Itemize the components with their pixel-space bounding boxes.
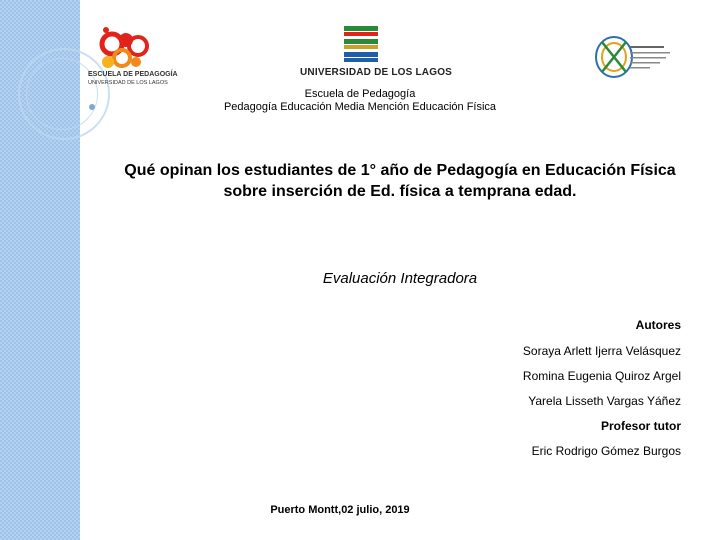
escuela-logo-subtext: UNIVERSIDAD DE LOS LAGOS [88,80,168,86]
universidad-logo-text: UNIVERSIDAD DE LOS LAGOS [300,67,453,78]
tutor-label: Profesor tutor [600,419,681,433]
author-name: Romina Eugenia Quiroz Argel [522,369,681,383]
program-logo [592,32,672,82]
author-name: Yarela Lisseth Vargas Yáñez [528,394,681,408]
program-name: Pedagogía Educación Media Mención Educación Física [223,101,497,113]
place-and-date: Puerto Montt,02 julio, 2019 [270,504,410,516]
universidad-de-los-lagos-emblem [344,26,378,64]
presentation-title-line-2: sobre inserción de Ed. física a temprana edad. [223,183,577,200]
escuela-logo-text: ESCUELA DE PEDAGOGÍA [88,71,178,78]
authors-label: Autores [635,318,681,332]
school-name: Escuela de Pedagogía [304,88,416,100]
author-name: Soraya Arlett Ijerra Velásquez [522,344,681,358]
tutor-name: Eric Rodrigo Gómez Burgos [531,444,681,458]
presentation-title-line-1: Qué opinan los estudiantes de 1° año de Pedagogía en Educación Física [124,162,676,179]
presentation-subtitle: Evaluación Integradora [322,270,478,287]
